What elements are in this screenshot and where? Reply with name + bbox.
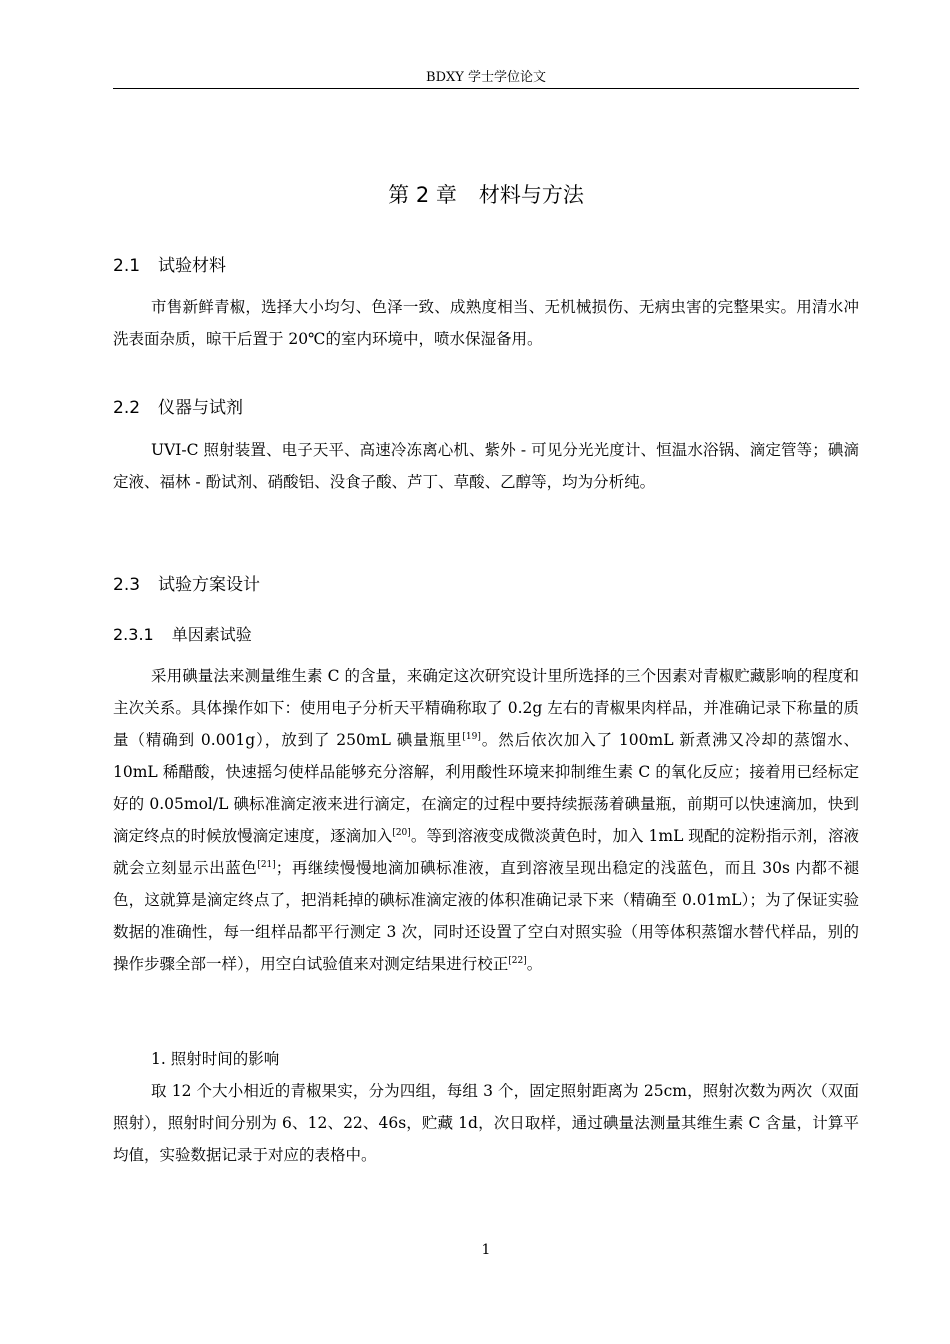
section-number: 2.1	[113, 256, 141, 276]
subsection-heading-2-3-1	[113, 623, 252, 647]
paragraph-materials: 市售新鲜青椒，选择大小均匀、色泽一致、成熟度相当、无机械损伤、无病虫害的完整果实。用清水冲洗表面杂质，晾干后置于 20℃的室内环境中，喷水保湿备用。	[113, 298, 859, 348]
subsection-title: 单因素试验	[171, 625, 252, 644]
citation-20: [20]	[392, 827, 411, 838]
text-run: 采用碘量法来测量维生素 C 的含量，来确定这次研究设计里所选择的三个因素对青椒贮藏影响的程度和主次关系。具体操作如下：使用电子分析天平精确称取了 0.2g 左右的青椒果肉样品，并准确记录下称量的质量（精确到 0.001g），放到了 250mL 碘量瓶里	[113, 667, 859, 749]
paragraph-instruments: UVI-C 照射装置、电子天平、高速冷冻离心机、紫外 - 可见分光光度计、恒温水浴锅、滴定管等；碘滴定液、福林 - 酚试剂、硝酸铝、没食子酸、芦丁、草酸、乙醇等，均为分析纯。	[113, 441, 859, 491]
section-title: 试验材料	[158, 256, 227, 276]
citation-19: [19]	[462, 731, 481, 742]
running-header: BDXY 学士学位论文	[426, 70, 546, 85]
chapter-name: 材料与方法	[478, 183, 584, 207]
section-heading-2-1	[113, 254, 226, 278]
page-number: 1	[481, 1242, 491, 1258]
section-title: 仪器与试剂	[158, 398, 244, 418]
section-title: 试验方案设计	[158, 575, 261, 595]
section-number: 2.3	[113, 575, 141, 595]
citation-21: [21]	[257, 859, 276, 870]
section-number: 2.2	[113, 398, 141, 418]
chapter-number: 第 2 章	[388, 183, 457, 207]
paragraph-iodometry	[113, 660, 859, 980]
text-run: 。等到溶液变成微淡黄色时，加入 1mL 现配的淀粉指示剂，溶液就会立刻显示出蓝色	[113, 827, 859, 877]
header-rule	[113, 88, 859, 89]
paragraph-irradiation-time: 取 12 个大小相近的青椒果实，分为四组，每组 3 个，固定照射距离为 25cm，照射次数为两次（双面照射），照射时间分别为 6、12、22、46s，贮藏 1d，次日取样，通过碘量法测量其维生素 C 含量，计算平均值，实验数据记录于对应的表格中。	[113, 1082, 859, 1164]
text-run: 。然后依次加入了 100mL 新煮沸又冷却的蒸馏水、10mL 稀醋酸，快速摇匀使样品能够充分溶解，利用酸性环境来抑制维生素 C 的氧化反应；接着用已经标定好的 0.05mol/L 碘标准滴定液来进行滴定，在滴定的过程中要持续振荡着碘量瓶，前期可以快速滴加，快到滴定终点的时候放慢滴定速度，逐滴加入	[113, 731, 859, 845]
citation-22: [22]	[508, 955, 527, 966]
text-run: 。	[526, 955, 543, 973]
chapter-title	[113, 180, 859, 210]
section-heading-2-3	[113, 573, 260, 597]
subsection-number: 2.3.1	[113, 625, 154, 644]
list-item-label: 1. 照射时间的影响	[151, 1050, 280, 1068]
section-heading-2-2	[113, 396, 243, 420]
text-run: ；再继续慢慢地滴加碘标准液，直到溶液呈现出稳定的浅蓝色，而且 30s 内都不褪色，这就算是滴定终点了，把消耗掉的碘标准滴定液的体积准确记录下来（精确至 0.01mL）；为了保证实验数据的准确性，每一组样品都平行测定 3 次，同时还设置了空白对照实验（用等体积蒸馏水替代样品，别的操作步骤全部一样），用空白试验值来对测定结果进行校正	[113, 859, 859, 973]
